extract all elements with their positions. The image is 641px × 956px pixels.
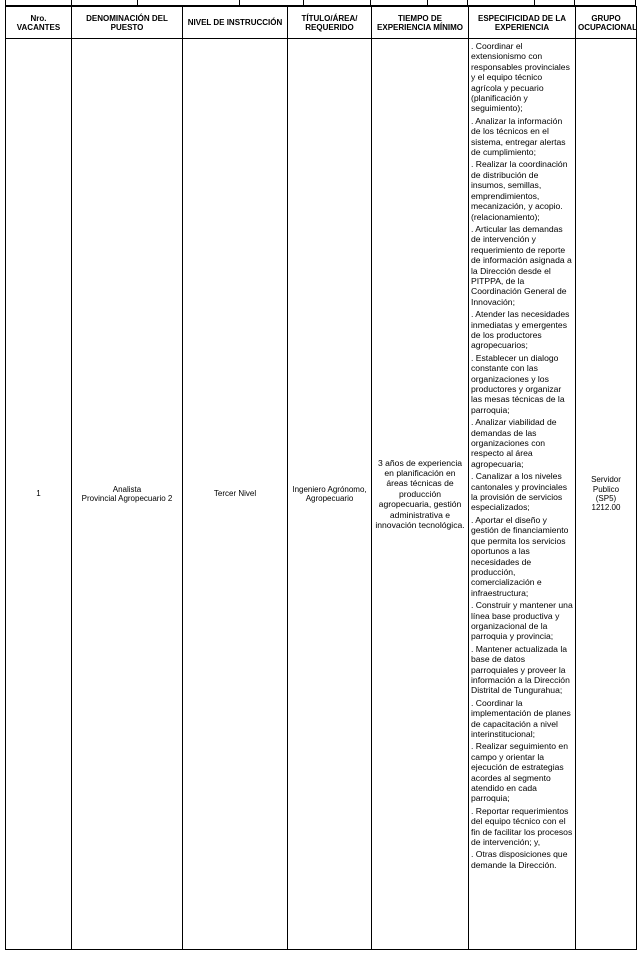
grupo-line: Servidor Publico [591,475,621,494]
cell-denominacion [72,39,183,950]
titulo-line: Agropecuario [305,494,354,503]
spec-item: . Analizar la información de los técnicos en el sistema, entregar alertas de cumplimiento; [471,115,566,158]
job-requirements-table [5,6,637,950]
spec-item: . Otras disposiciones que demande la Dirección. [471,849,568,870]
grupo-line: 1212.00 [591,503,621,513]
header-grupo: GRUPO OCUPACIONAL [576,7,637,39]
spec-item: . Articular las demandas de intervención y requerimiento de reporte de información asignada a la Dirección desde el PITPPA, de la Coordinación General de Innovación; [471,223,572,307]
header-especificidad: ESPECIFICIDAD DE LA EXPERIENCIA [469,7,576,39]
cell-grupo [576,39,637,950]
spec-item: . Atender las necesidades inmediatas y emergentes de los productores agropecuarios; [471,309,570,351]
titulo-line: Ingeniero Agrónomo, [292,484,367,494]
spec-item: . Coordinar el extensionismo con responsables provinciales y el equipo técnico agrícola y pecuario (planificación y seguimiento); [471,41,570,114]
cell-vacantes: 1 [6,39,72,950]
cell-nivel: Tercer Nivel [183,39,288,950]
spec-item: . Canalizar a los niveles cantonales y provinciales la provisión de servicios especializados; [471,471,568,513]
spec-item: . Analizar viabilidad de demandas de las organizaciones con respecto al área agropecuaria; [471,417,557,469]
header-denominacion: DENOMINACIÓN DEL PUESTO [72,7,183,39]
header-tiempo: TIEMPO DE EXPERIENCIA MÍNIMO [372,7,469,39]
spec-item: . Realizar la coordinación de distribución de insumos, semillas, emprendimientos, mecanización, y acopio. (relacionamiento); [471,159,568,222]
spec-item: . Reportar requerimientos del equipo técnico con el fin de facilitar los procesos de intervención; y, [471,805,573,848]
cell-tiempo: 3 años de experiencia en planificación en áreas técnicas de producción agropecuaria, gestión administrativa e innovación tecnológica. [372,39,469,950]
header-nivel: NIVEL DE INSTRUCCIÓN [183,7,288,39]
spec-item: . Aportar el diseño y gestión de financiamiento que permita los servicios oportunos a las necesidades de producción, comercialización e infraestructura; [471,514,569,598]
grupo-line: (SP5) [595,494,617,503]
cell-titulo [288,39,372,950]
denominacion-line: Provincial Agropecuario 2 [81,494,173,503]
header-titulo: TÍTULO/ÁREA/ REQUERIDO [288,7,372,39]
denominacion-line: Analista [112,484,142,494]
header-row [6,7,637,39]
spec-item: . Construir y mantener una línea base productiva y organizacional de la parroquia y provincia; [471,600,573,642]
spec-item: . Establecer un dialogo constante con las organizaciones y los productores y organizar las mesas técnicas de la parroquia; [471,352,565,415]
spec-item: . Coordinar la implementación de planes de capacitación a nivel interinstitucional; [471,697,571,739]
spec-item: . Mantener actualizada la base de datos parroquiales y proveer la información a la Dirección Distrital de Tungurahua; [471,643,570,696]
header-vacantes: Nro. VACANTES [6,7,72,39]
cell-especificidad [469,39,576,950]
table-row [6,39,637,950]
spec-item: . Realizar seguimiento en campo y orientar la ejecución de estrategias acordes al segmento atendido en cada parroquia; [471,741,568,804]
